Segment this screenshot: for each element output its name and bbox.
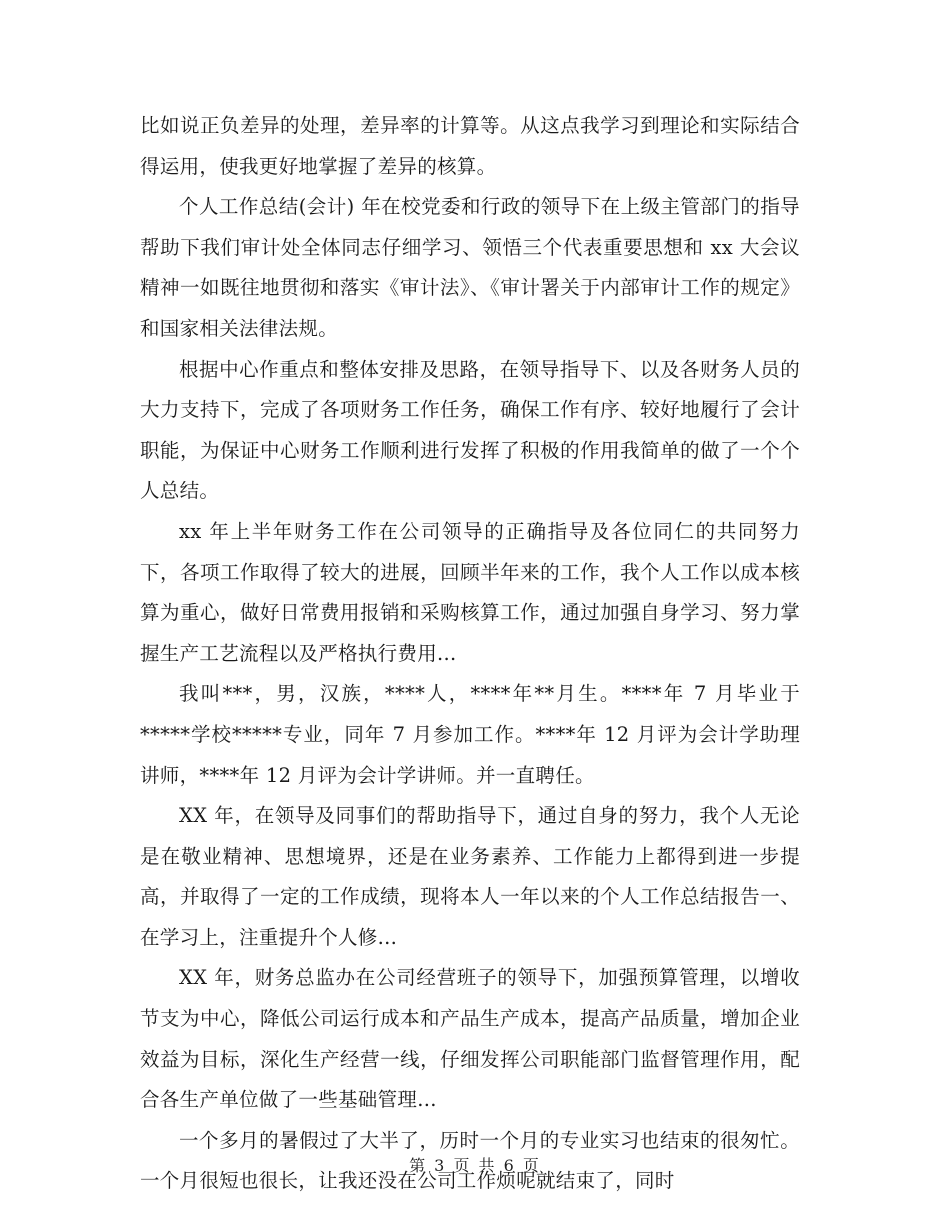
paragraph: XX 年，在领导及同事们的帮助指导下，通过自身的努力，我个人无论是在敬业精神、思想境界，还是在业务素养、工作能力上都得到进一步提高，并取得了一定的工作成绩，现将本人一年以来的个人工作总结报告一、在学习上，注重提升个人修... (140, 804, 800, 949)
paragraph: 根据中心作重点和整体安排及思路，在领导指导下、以及各财务人员的大力支持下，完成了各项财务工作任务，确保工作有序、较好地履行了会计职能，为保证中心财务工作顺利进行发挥了积极的作用我简单的做了一个个人总结。 (140, 357, 800, 503)
page-number-footer: 第 3 页 共 6 页 (409, 1156, 541, 1175)
paragraph: 个人工作总结(会计) 年在校党委和行政的领导下在上级主管部门的指导帮助下我们审计处全体同志仔细学习、领悟三个代表重要思想和 xx 大会议精神一如既往地贯彻和落实《审计法》、《审计署关于内部审计工作的规定》和国家相关法律法规。 (140, 195, 800, 340)
paragraph-continued: 比如说正负差异的处理，差异率的计算等。从这点我学习到理论和实际结合得运用，使我更好地掌握了差异的核算。 (140, 114, 800, 178)
document-body (140, 106, 800, 1202)
paragraph: xx 年上半年财务工作在公司领导的正确指导及各位同仁的共同努力下，各项工作取得了较大的进展，回顾半年来的工作，我个人工作以成本核算为重心，做好日常费用报销和采购核算工作，通过加强自身学习、努力掌握生产工艺流程以及严格执行费用... (140, 519, 800, 665)
paragraph: XX 年，财务总监办在公司经营班子的领导下，加强预算管理，以增收节支为中心，降低公司运行成本和产品生产成本，提高产品质量，增加企业效益为目标，深化生产经营一线，仔细发挥公司职能部门监督管理作用，配合各生产单位做了一些基础管理... (140, 966, 800, 1112)
paragraph: 一个多月的暑假过了大半了，历时一个月的专业实习也结束的很匆忙。一个月很短也很长，让我还没在公司工作烦呢就结束了，同时 (140, 1128, 800, 1193)
paragraph: 我叫***，男，汉族，****人，****年**月生。****年 7 月毕业于*****学校*****专业，同年 7 月参加工作。****年 12 月评为会计学助理讲师，****年 12 月评为会计学讲师。并一直聘任。 (140, 682, 800, 787)
